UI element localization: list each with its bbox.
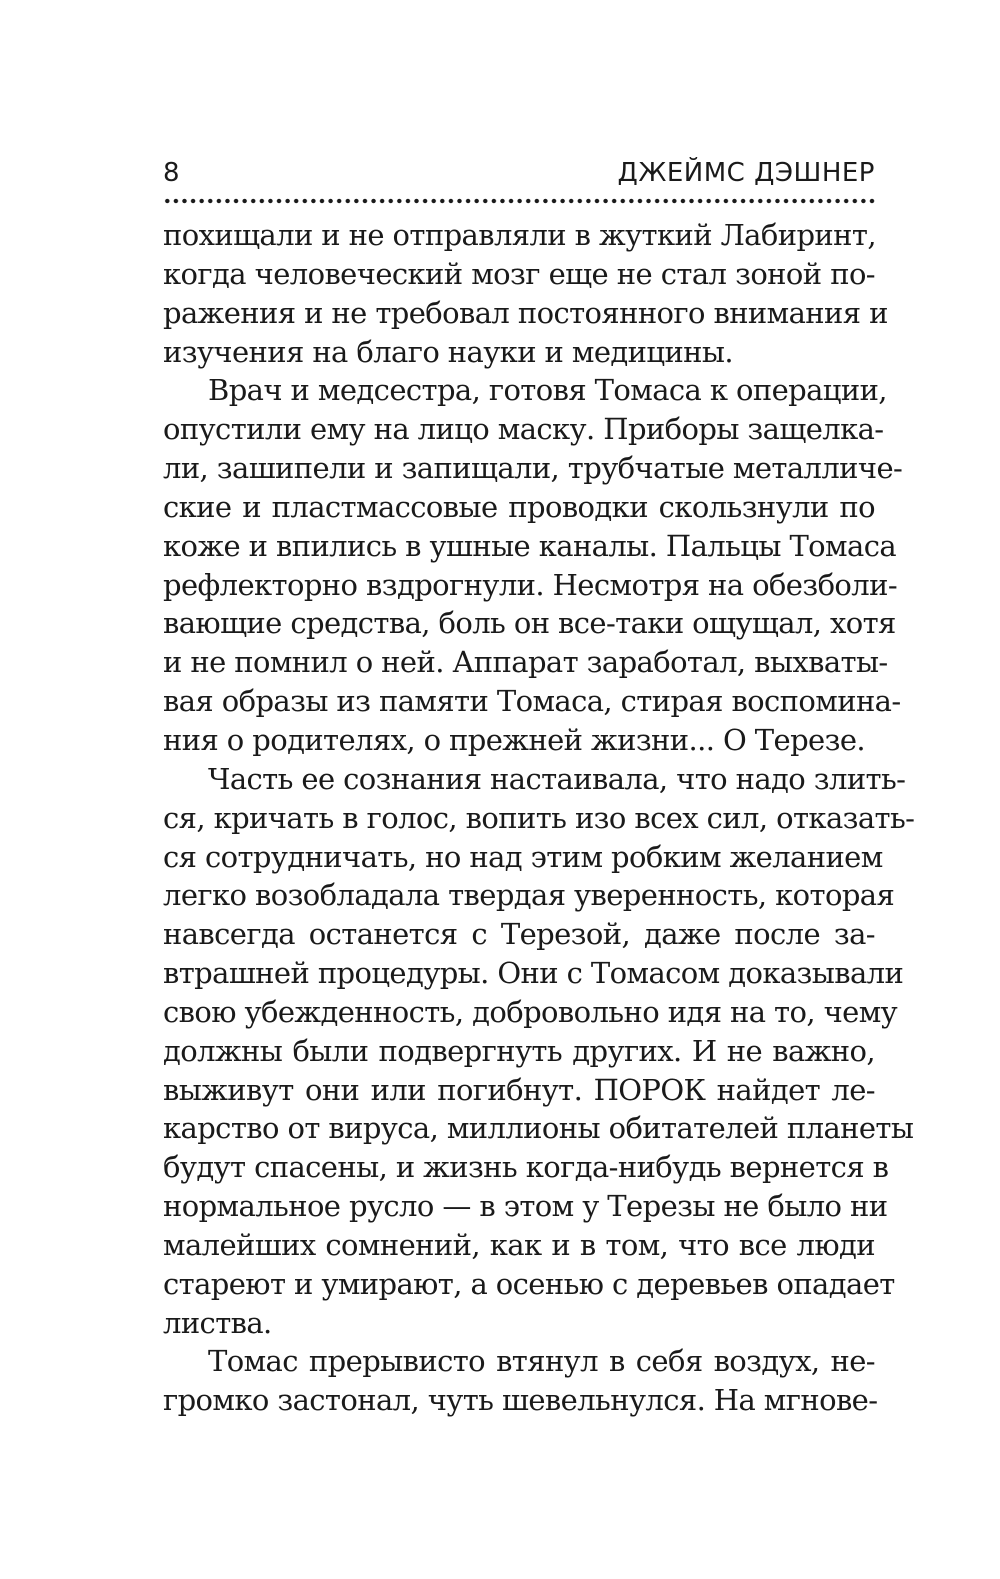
text-line: легко возобладала твердая уверенность, которая — [163, 878, 895, 913]
text-line: изучения на благо науки и медицины. — [163, 334, 734, 369]
text-line: коже и впились в ушные каналы. Пальцы Томаса — [163, 528, 897, 563]
text-line: карство от вируса, миллионы обитателей планеты — [163, 1111, 914, 1146]
text-line: навсегда останется с Терезой, даже после за- — [163, 917, 875, 952]
text-line: стареют и умирают, а осенью с деревьев опадает — [163, 1266, 895, 1301]
text-line: Часть ее сознания настаивала, что надо злить- — [208, 761, 906, 796]
text-line: свою убежденность, добровольно идя на то, чему — [163, 994, 898, 1029]
text-line: ния о родителях, о прежней жизни... О Терезе. — [163, 722, 865, 757]
text-line: будут спасены, и жизнь когда-нибудь вернется в — [163, 1150, 889, 1185]
text-line: листва. — [163, 1305, 272, 1340]
text-line: должны были подвергнуть других. И не важно, — [163, 1033, 875, 1068]
text-line: Томас прерывисто втянул в себя воздух, не- — [208, 1344, 875, 1379]
text-line: вая образы из памяти Томаса, стирая воспомина- — [163, 684, 901, 719]
text-line: ли, зашипели и запищали, трубчатые металличе- — [163, 451, 903, 486]
dotted-divider — [163, 198, 875, 204]
running-title: ДЖЕЙМС ДЭШНЕР — [617, 158, 875, 188]
text-line: ражения и не требовал постоянного внимания и — [163, 295, 888, 330]
text-line: рефлекторно вздрогнули. Несмотря на обезболи- — [163, 567, 898, 602]
text-line: опустили ему на лицо маску. Приборы защелка- — [163, 412, 884, 447]
text-line: когда человеческий мозг еще не стал зоной по- — [163, 256, 875, 291]
text-line: Врач и медсестра, готовя Томаса к операции, — [208, 373, 887, 408]
text-line: ся, кричать в голос, вопить изо всех сил, отказать- — [163, 800, 915, 835]
page-header — [163, 150, 875, 196]
body-text — [163, 216, 915, 1420]
text-line: громко застонал, чуть шевельнулся. На мгнове- — [163, 1383, 878, 1418]
text-line: втрашней процедуры. Они с Томасом доказывали — [163, 956, 904, 991]
text-line: малейших сомнений, как и в том, что все люди — [163, 1227, 875, 1262]
text-line: ся сотрудничать, но над этим робким желанием — [163, 839, 883, 874]
book-page — [163, 150, 915, 1420]
page-number: 8 — [163, 158, 180, 188]
text-line: выживут они или погибнут. ПОРОК найдет ле- — [163, 1072, 875, 1107]
text-line: нормальное русло — в этом у Терезы не было ни — [163, 1189, 888, 1224]
text-line: похищали и не отправляли в жуткий Лабиринт, — [163, 218, 876, 252]
text-line: ские и пластмассовые проводки скользнули по — [163, 489, 875, 524]
text-line: вающие средства, боль он все-таки ощущал, хотя — [163, 606, 896, 641]
text-line: и не помнил о ней. Аппарат заработал, выхваты- — [163, 645, 888, 680]
